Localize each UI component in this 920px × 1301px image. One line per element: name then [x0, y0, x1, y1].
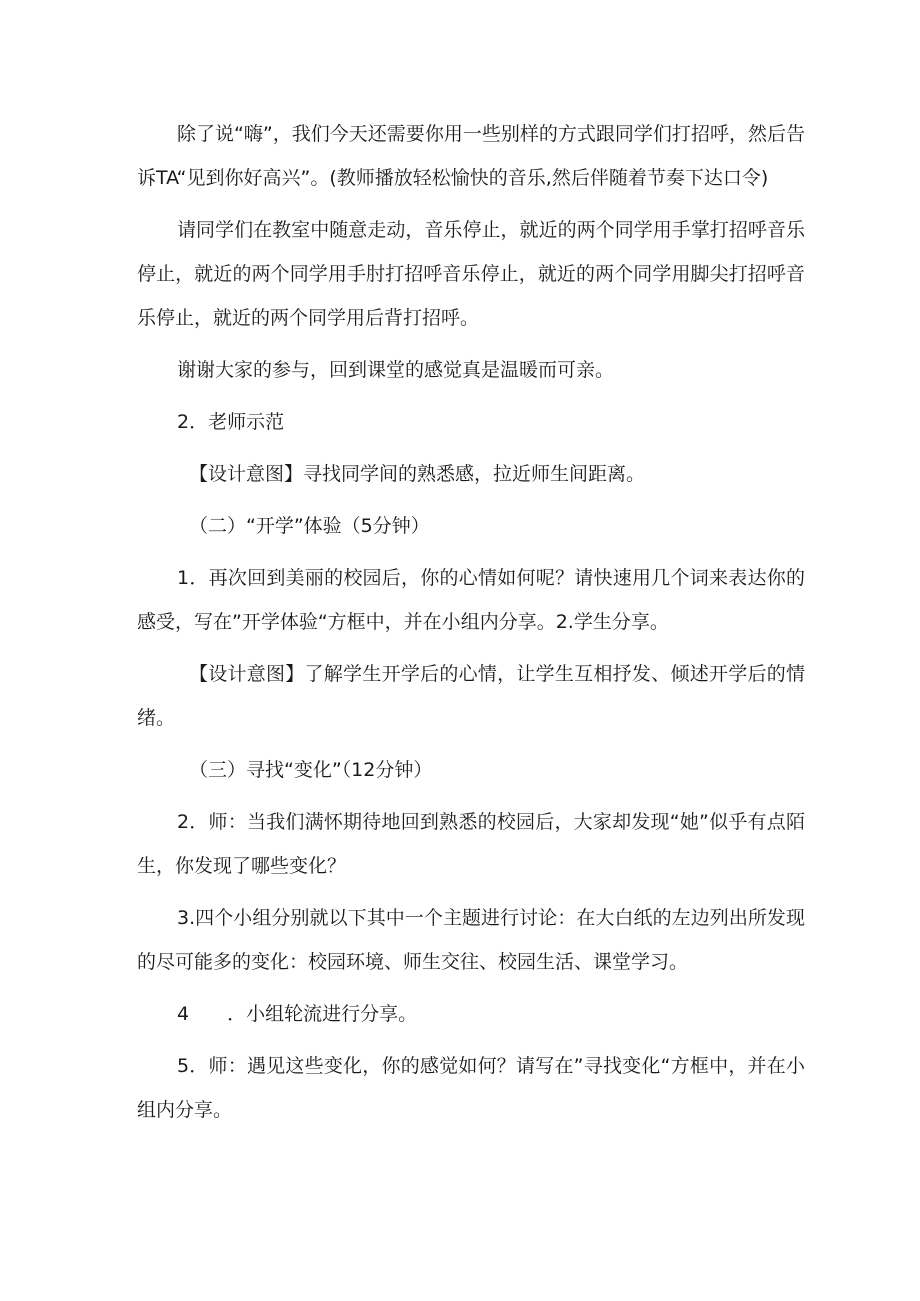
paragraph-thanks: 谢谢大家的参与，回到课堂的感觉真是温暖而可亲。 — [177, 359, 615, 381]
paragraph-greeting-intro: 除了说“嗨”，我们今天还需要你用一些别样的方式跟同学们打招呼，然后告诉TA“见到你好高兴”。(教师播放轻松愉快的音乐,然后伴随着节奏下达口令) — [137, 123, 805, 189]
paragraph-mood-question: 1．再次回到美丽的校园后，你的心情如何呢？请快速用几个词来表达你的感受，写在”开学体验“方框中，并在小组内分享。2.学生分享。 — [137, 567, 805, 633]
paragraph-group-discussion: 3.四个小组分别就以下其中一个主题进行讨论：在大白纸的左边列出所发现的尽可能多的变化：校园环境、师生交往、校园生活、课堂学习。 — [137, 907, 805, 973]
document-body — [137, 112, 805, 1140]
section-heading-experience: （二）“开学”体验（5分钟） — [189, 515, 430, 537]
paragraph-feelings-question: 5．师：遇见这些变化，你的感觉如何？请写在”寻找变化“方框中，并在小组内分享。 — [137, 1055, 805, 1121]
paragraph-teacher-demo: 2．老师示范 — [177, 411, 285, 433]
section-heading-changes: （三）寻找“变化”（12分钟） — [189, 759, 433, 781]
paragraph-design-intent-1: 【设计意图】寻找同学间的熟悉感，拉近师生间距离。 — [189, 463, 646, 485]
paragraph-teacher-question: 2．师：当我们满怀期待地回到熟悉的校园后，大家却发现“她”似乎有点陌生，你发现了哪些变化？ — [137, 811, 805, 877]
paragraph-design-intent-2: 【设计意图】了解学生开学后的心情，让学生互相抒发、倾述开学后的情绪。 — [137, 663, 805, 729]
paragraph-greeting-instructions: 请同学们在教室中随意走动，音乐停止，就近的两个同学用手掌打招呼音乐停止，就近的两个同学用手肘打招呼音乐停止，就近的两个同学用脚尖打招呼音乐停止，就近的两个同学用后背打招呼。 — [137, 219, 805, 329]
paragraph-group-share: 4 ．小组轮流进行分享。 — [177, 1003, 418, 1025]
